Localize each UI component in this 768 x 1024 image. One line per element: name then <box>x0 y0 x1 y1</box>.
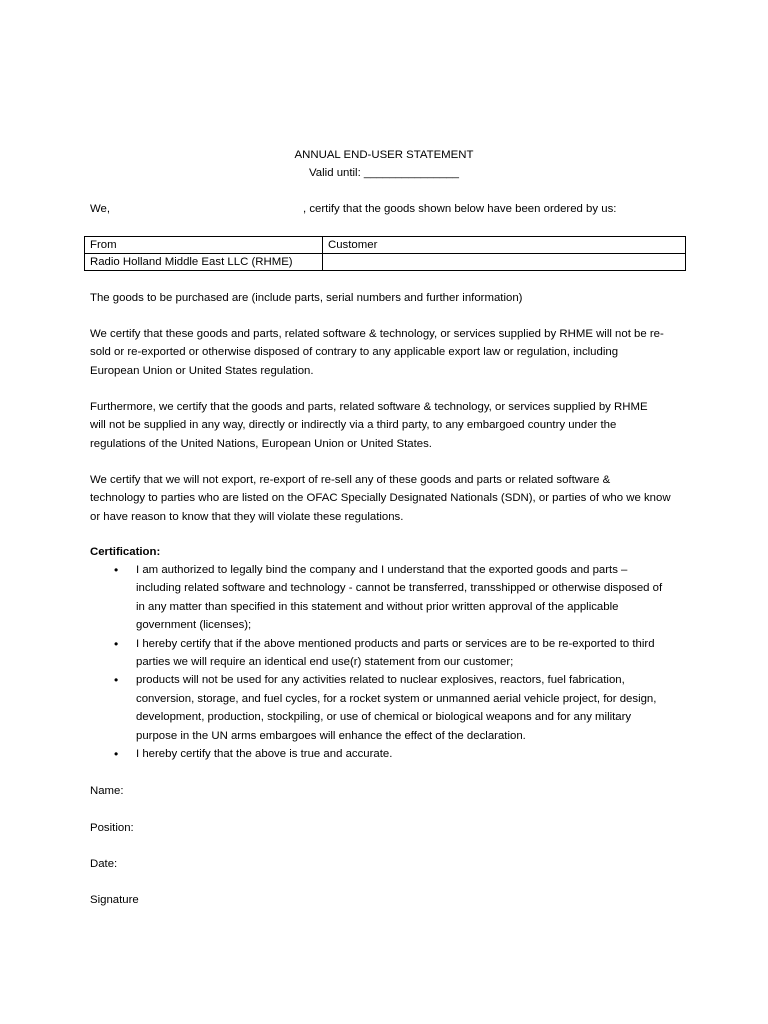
valid-until: Valid until: _______________ <box>309 167 459 179</box>
table-header-from: From <box>85 237 323 254</box>
date-field-label: Date: <box>90 858 118 870</box>
list-item-line: parties we will require an identical end use(r) statement from our customer; <box>136 656 514 669</box>
certify-line: , certify that the goods shown below have been ordered by us: <box>303 203 617 215</box>
table-cell-from: Radio Holland Middle East LLC (RHME) <box>85 254 323 271</box>
list-item-line: I hereby certify that if the above mentioned products and parts or services are to be re-exported to third <box>136 637 655 650</box>
paragraph-line: sold or re-exported or otherwise disposed of contrary to any applicable export law or regulation, including <box>90 346 619 359</box>
list-item-line: including related software and technology - cannot be transferred, transshipped or otherwise disposed of <box>136 582 663 595</box>
we-label: We, <box>90 203 111 215</box>
paragraph-resale <box>90 325 690 380</box>
table-header-customer: Customer <box>323 237 686 254</box>
name-field-label: Name: <box>90 785 124 797</box>
list-item <box>90 561 690 635</box>
goods-line: The goods to be purchased are (include parts, serial numbers and further information) <box>90 292 523 304</box>
list-item-line: government (licenses); <box>136 619 252 632</box>
list-item-line: I hereby certify that the above is true and accurate. <box>136 748 393 761</box>
paragraph-embargo <box>90 398 690 453</box>
list-item <box>90 745 690 763</box>
paragraph-line: will not be supplied in any way, directly or indirectly via a third party, to any embargoed country under the <box>90 419 617 432</box>
bullet-icon: • <box>114 563 119 577</box>
paragraph-line: technology to parties who are listed on the OFAC Specially Designated Nationals (SDN), or parties of who we know <box>90 492 671 505</box>
list-item-line: in any matter than specified in this statement and without prior written approval of the applicable <box>136 600 619 613</box>
paragraph-line: regulations of the United Nations, European Union or United States. <box>90 437 432 450</box>
certification-heading: Certification: <box>90 546 161 558</box>
list-item-line: development, production, stockpiling, or use of chemical or biological weapons and for any military <box>136 711 632 724</box>
list-item <box>90 671 690 745</box>
list-item-line: conversion, storage, and fuel cycles, for a rocket system or unmanned aerial vehicle project, for design, <box>136 692 657 705</box>
list-item-line: I am authorized to legally bind the company and I understand that the exported goods and parts – <box>136 564 628 576</box>
bullet-icon: • <box>114 673 119 688</box>
bullet-icon: • <box>114 747 119 762</box>
signature-field-label: Signature <box>90 894 139 906</box>
document-title: ANNUAL END-USER STATEMENT <box>294 149 474 161</box>
paragraph-line: European Union or United States regulation. <box>90 364 314 377</box>
table-row <box>85 254 686 271</box>
list-item-line: products will not be used for any activities related to nuclear explosives, reactors, fuel fabrication, <box>136 674 625 687</box>
certification-list <box>90 561 690 763</box>
table-cell-customer <box>323 254 686 271</box>
table-header-row <box>85 237 686 254</box>
paragraph-line: or have reason to know that they will violate these regulations. <box>90 510 404 523</box>
paragraph-line: We certify that we will not export, re-export of re-sell any of these goods and parts or related software & <box>90 474 611 486</box>
paragraph-line: Furthermore, we certify that the goods and parts, related software & technology, or services supplied by RHME <box>90 401 648 413</box>
bullet-icon: • <box>114 636 119 651</box>
parties-table <box>84 236 686 271</box>
paragraph-line: We certify that these goods and parts, related software & technology, or services supplied by RHME will not be re- <box>90 328 664 340</box>
position-field-label: Position: <box>90 822 134 834</box>
paragraph-ofac <box>90 471 690 526</box>
list-item <box>90 635 690 672</box>
list-item-line: purpose in the UN arms embargoes will enhance the effect of the declaration. <box>136 729 526 742</box>
